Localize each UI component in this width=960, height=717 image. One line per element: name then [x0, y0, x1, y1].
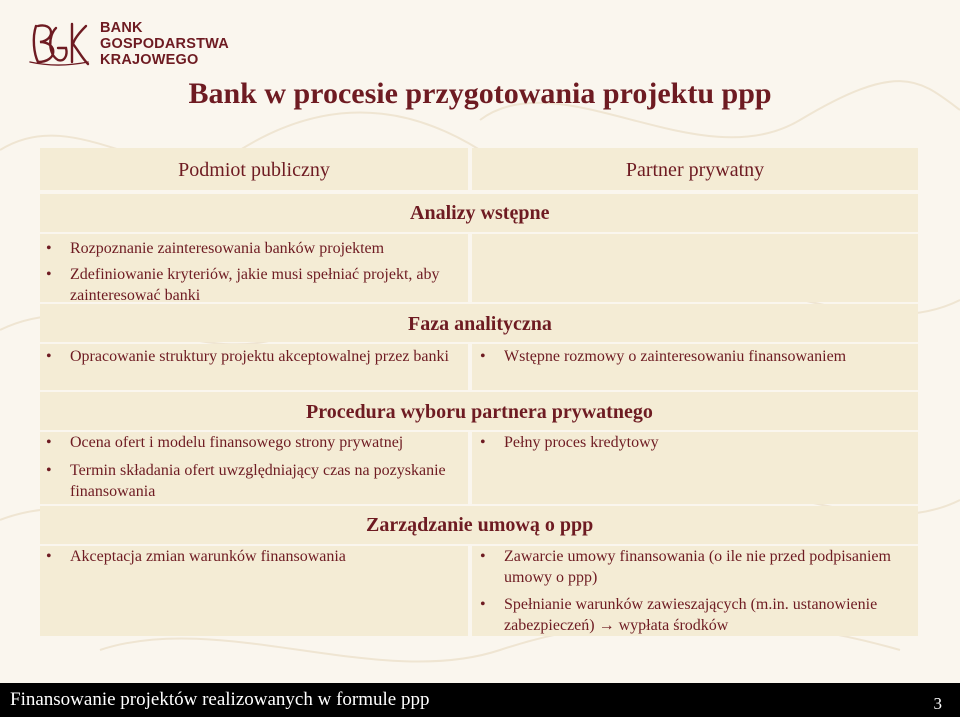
section-heading-cell-1 [40, 194, 918, 232]
list-item: • Rozpoznanie zainteresowania banków projektem [46, 240, 385, 257]
header-right-cell [472, 148, 918, 190]
logo-line-bank: BANK [100, 20, 143, 36]
section-4-left-cell [40, 546, 468, 636]
section-1-right-cell [472, 234, 918, 302]
page-title: Bank w procesie przygotowania projektu ppp [188, 77, 772, 110]
section-heading-analizy-wstepne: Analizy wstępne [410, 202, 550, 224]
section-heading-cell-3 [40, 392, 918, 430]
list-item: • Zawarcie umowy finansowania (o ile nie przed podpisaniem umowy o ppp) [480, 548, 891, 586]
list-item: • Ocena ofert i modelu finansowego strony prywatnej [46, 434, 404, 451]
section-1-left-cell [40, 234, 468, 302]
section-heading-cell-4 [40, 506, 918, 544]
list-item: • Zdefiniowanie kryteriów, jakie musi spełniać projekt, aby zainteresować banki [46, 266, 440, 304]
page-number: 3 [933, 694, 942, 713]
column-header-partner-prywatny: Partner prywatny [625, 159, 765, 181]
list-item: • Opracowanie struktury projektu akceptowalnej przez banki [46, 348, 449, 365]
bgk-monogram-icon [28, 18, 90, 68]
list-item: • Pełny proces kredytowy [480, 434, 659, 451]
list-item: • Wstępne rozmowy o zainteresowaniu finansowaniem [480, 348, 847, 365]
list-item: • Akceptacja zmian warunków finansowania [46, 548, 346, 565]
section-heading-faza-analityczna: Faza analityczna [408, 313, 552, 335]
list-item: • Termin składania ofert uwzględniający czas na pozyskanie finansowania [46, 462, 446, 500]
section-3-left-cell [40, 432, 468, 504]
header-left-cell [40, 148, 468, 190]
logo-line-gospodarstwa: GOSPODARSTWA [100, 36, 229, 52]
footer-bar [0, 683, 960, 717]
section-heading-procedura-wyboru: Procedura wyboru partnera prywatnego [306, 401, 653, 423]
logo-line-krajowego: KRAJOWEGO [100, 52, 199, 68]
section-heading-zarzadzanie-umowa: Zarządzanie umową o ppp [366, 514, 594, 536]
section-4-right-cell [472, 546, 918, 636]
section-heading-cell-2 [40, 304, 918, 342]
section-2-left-cell [40, 344, 468, 390]
bgk-logo [28, 18, 248, 72]
column-header-podmiot-publiczny: Podmiot publiczny [178, 159, 330, 181]
section-2-right-cell [472, 344, 918, 390]
list-item: • Spełnianie warunków zawieszających (m.in. ustanowienie zabezpieczeń) → wypłata środków [480, 596, 878, 634]
section-3-right-cell [472, 432, 918, 504]
footer-title: Finansowanie projektów realizowanych w formule ppp [10, 689, 430, 710]
